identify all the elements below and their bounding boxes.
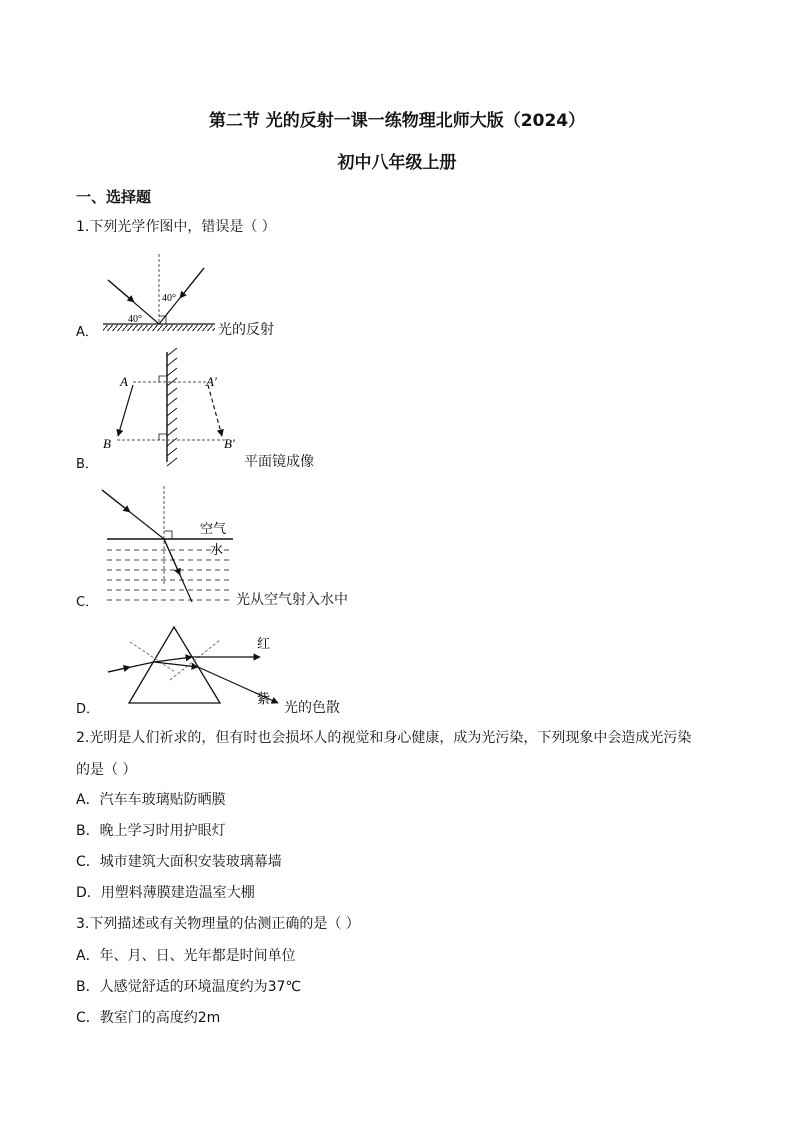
section-title: 一、选择题 — [76, 188, 152, 206]
page-subtitle: 初中八年级上册 — [337, 153, 457, 173]
q3-option-b: B．人感觉舒适的环境温度约为37℃ — [76, 979, 302, 995]
q1-option-b-label: B． — [76, 457, 98, 472]
q1-option-c-caption: 光从空气射入水中 — [236, 592, 348, 608]
refraction-diagram — [100, 484, 240, 606]
point-b-label: B — [103, 436, 111, 451]
q1-option-b-caption: 平面镜成像 — [244, 454, 314, 470]
angle-bottom-label: 40° — [128, 314, 142, 325]
q1-option-c-label: C． — [76, 595, 99, 610]
q2-option-b: B．晚上学习时用护眼灯 — [76, 823, 226, 839]
page-title: 第二节 光的反射一课一练物理北师大版（2024） — [208, 111, 586, 131]
angle-top-label: 40° — [162, 293, 176, 304]
red-label: 红 — [257, 637, 271, 652]
q2-option-a: A．汽车车玻璃贴防晒膜 — [76, 792, 226, 808]
q3-stem: 3.下列描述或有关物理量的估测正确的是（ ） — [76, 916, 360, 932]
q1-option-d-caption: 光的色散 — [284, 700, 340, 716]
point-a-prime-label: A′ — [206, 374, 217, 389]
point-b-prime-label: B′ — [224, 436, 235, 451]
q2-stem-line1: 2.光明是人们祈求的，但有时也会损坏人的视觉和身心健康，成为光污染，下列现象中会造成光污染 — [76, 730, 692, 746]
q1-option-a-caption: 光的反射 — [218, 322, 274, 338]
q1-option-a-label: A． — [76, 325, 98, 340]
purple-label: 紫 — [257, 692, 271, 707]
q2-option-c: C．城市建筑大面积安装玻璃幕墙 — [76, 854, 282, 870]
point-a-label: A — [120, 374, 128, 389]
dispersion-diagram — [100, 624, 300, 714]
water-label: 水 — [210, 543, 224, 558]
air-label: 空气 — [200, 522, 227, 537]
q2-option-d: D．用塑料薄膜建造温室大棚 — [76, 885, 255, 901]
q3-option-a: A．年、月、日、光年都是时间单位 — [76, 948, 296, 964]
q3-option-c: C．教室门的高度约2m — [76, 1010, 221, 1026]
q1-stem: 1.下列光学作图中，错误是（ ） — [76, 219, 276, 235]
plane-mirror-diagram — [100, 348, 245, 468]
q1-option-d-label: D． — [76, 702, 100, 717]
q2-stem-line2: 的是（ ） — [76, 762, 137, 778]
reflection-diagram — [100, 250, 220, 335]
